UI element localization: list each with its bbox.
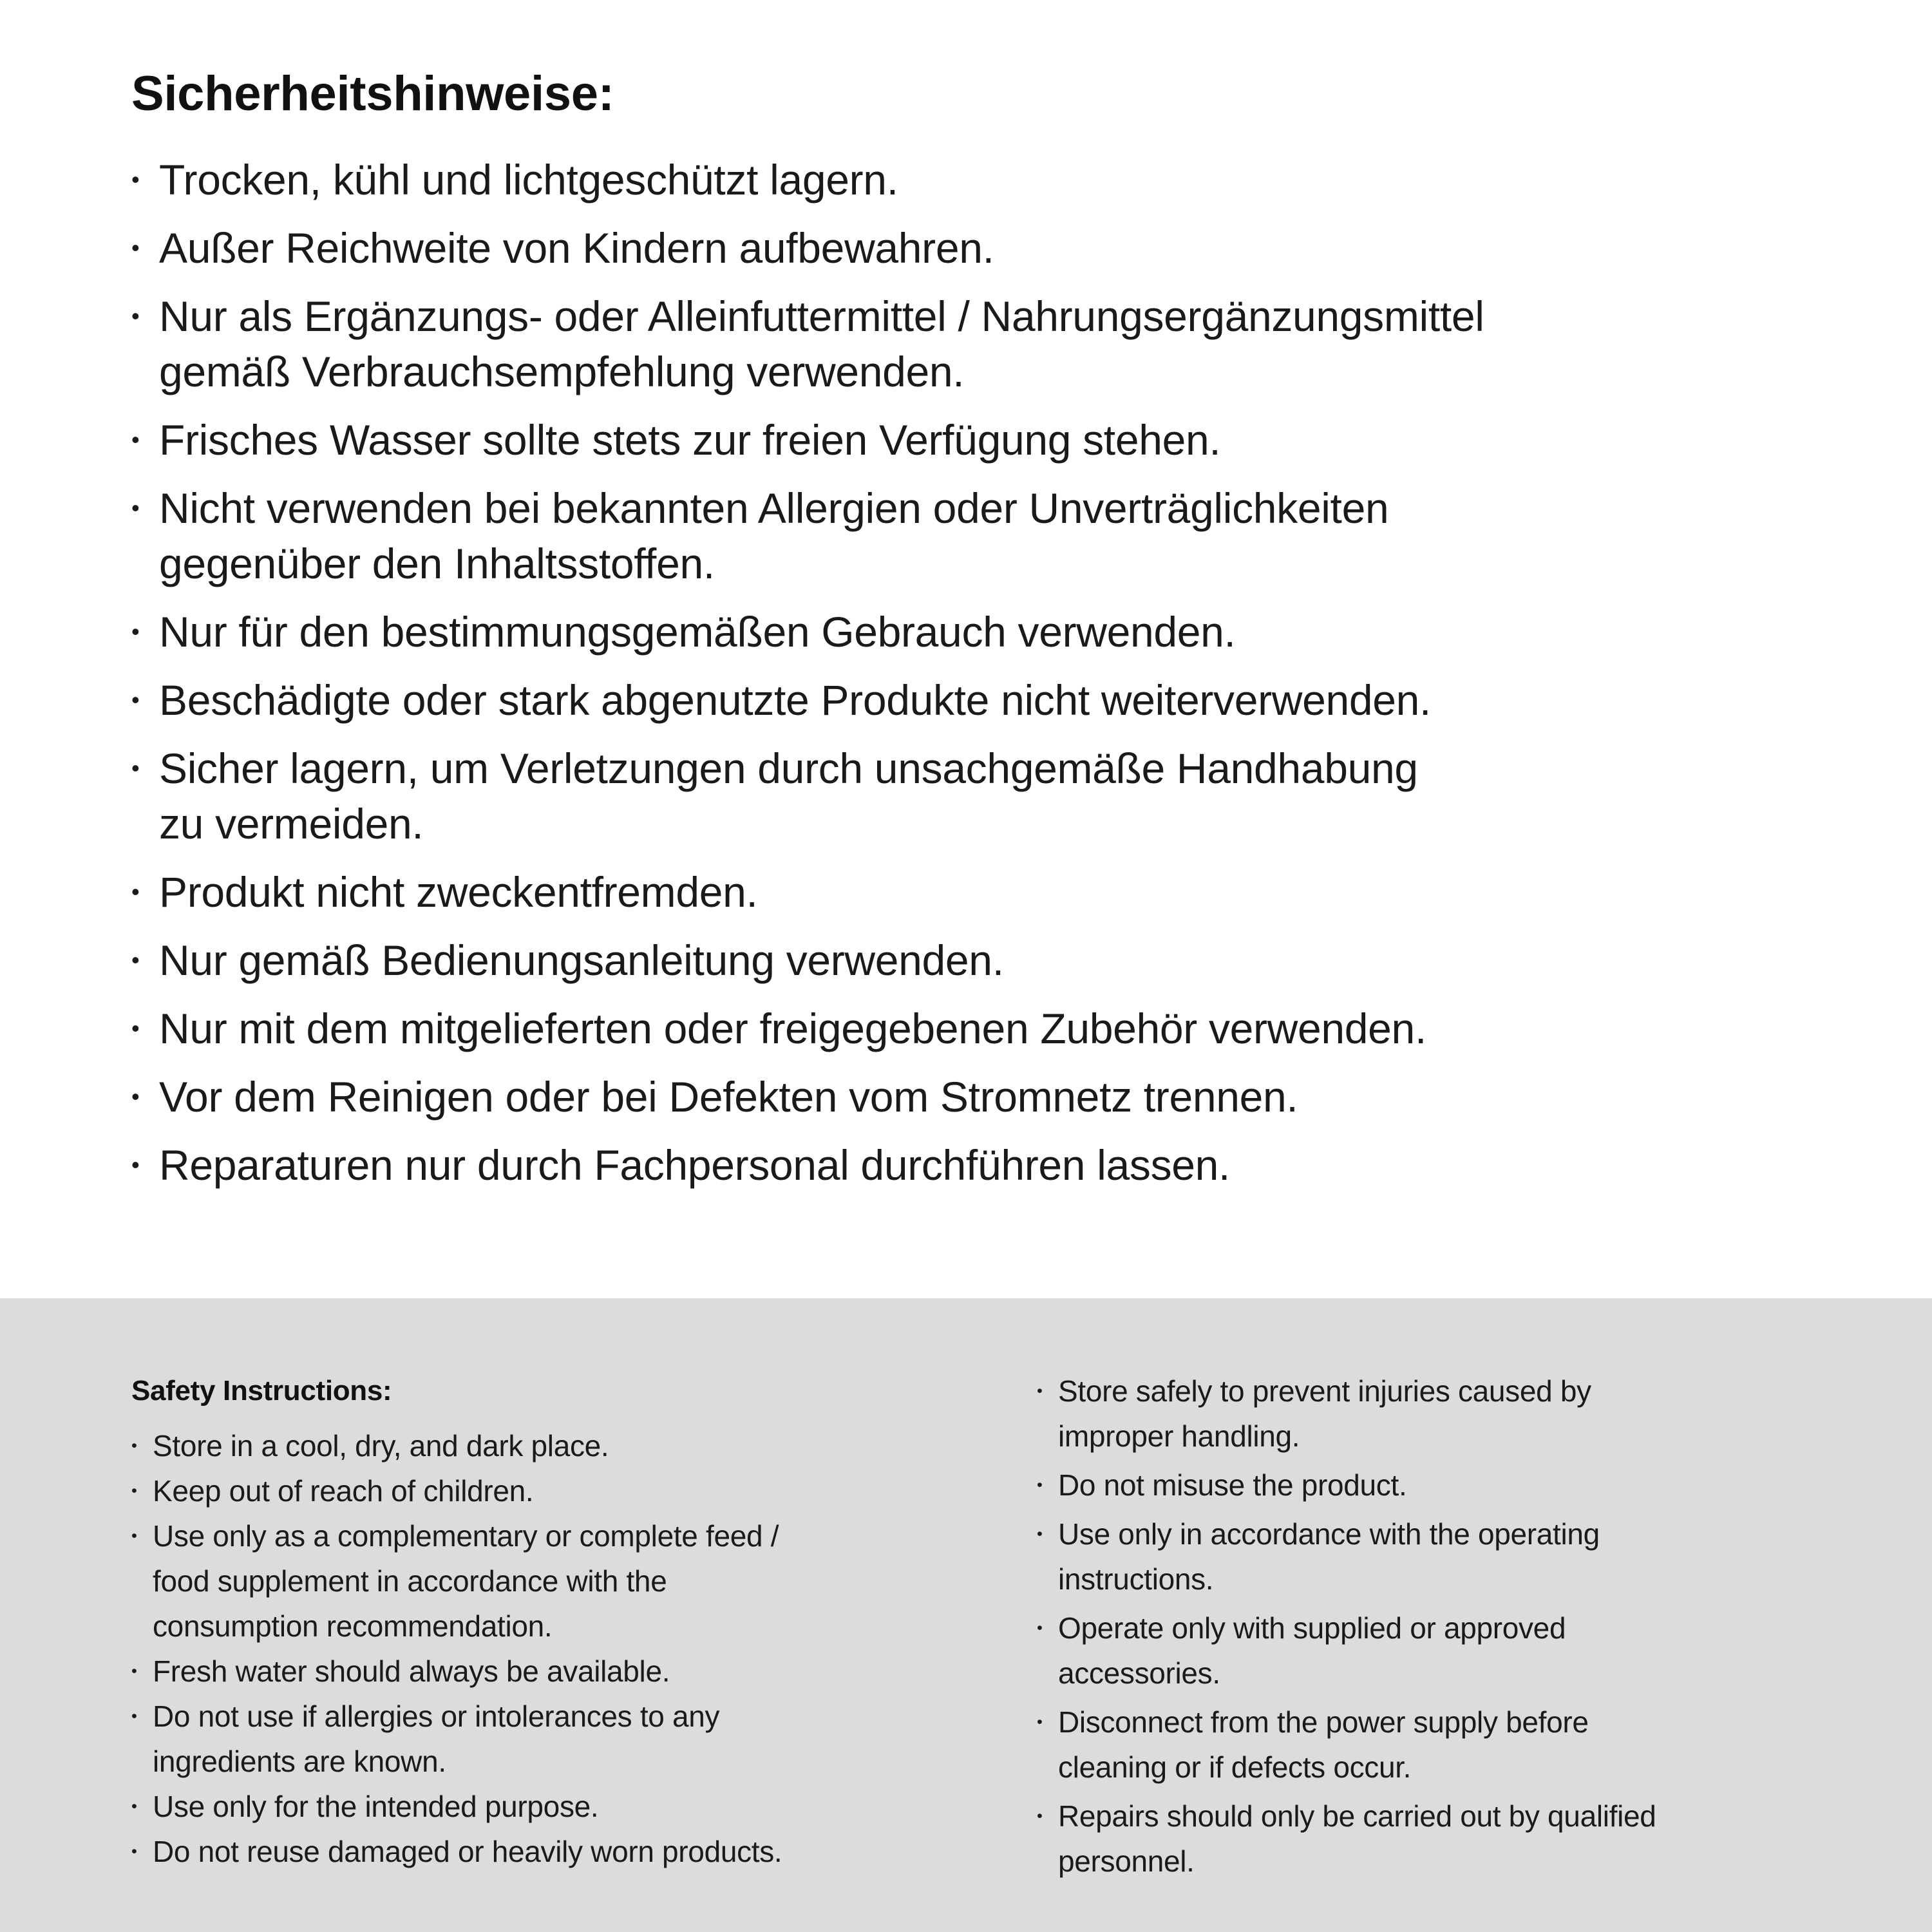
list-item-text: Trocken, kühl und lichtgeschützt lagern. (159, 156, 898, 204)
list-item (1037, 1368, 1880, 1459)
bullet-icon: • (131, 495, 140, 521)
list-item (1037, 1511, 1880, 1602)
bullet-icon: • (131, 1151, 140, 1178)
bullet-icon: • (131, 1437, 137, 1455)
list-item (131, 1001, 1868, 1056)
list-item (131, 1649, 1037, 1694)
bullet-icon: • (1037, 1476, 1043, 1494)
list-item (131, 672, 1868, 728)
list-item-text: Use only in accordance with the operating instructions. (1058, 1517, 1600, 1596)
list-item-text: Nur mit dem mitgelieferten oder freigegebenen Zubehör verwenden. (159, 1005, 1426, 1052)
list-item (131, 864, 1868, 920)
list-item (1037, 1605, 1880, 1696)
bullet-icon: • (1037, 1382, 1043, 1400)
list-item (131, 1694, 1037, 1784)
list-item-text: Nur für den bestimmungsgemäßen Gebrauch verwenden. (159, 608, 1236, 656)
list-item-text: Repairs should only be carried out by qualified personnel. (1058, 1799, 1656, 1878)
list-item (131, 480, 1868, 591)
list-item-text: Nur gemäß Bedienungsanleitung verwenden. (159, 936, 1004, 984)
bullet-icon: • (131, 1083, 140, 1110)
list-item-text: Vor dem Reinigen oder bei Defekten vom Stromnetz trennen. (159, 1073, 1298, 1121)
bullet-icon: • (1037, 1619, 1043, 1637)
english-right-column (1037, 1368, 1880, 1888)
list-item-text: Sicher lagern, um Verletzungen durch unsachgemäße Handhabung zu vermeiden. (159, 744, 1418, 848)
bullet-icon: • (131, 166, 140, 193)
bullet-icon: • (131, 947, 140, 973)
list-item (131, 604, 1868, 659)
english-instructions-list-left (131, 1423, 1037, 1874)
list-item-text: Außer Reichweite von Kindern aufbewahren. (159, 224, 994, 272)
english-section-title: Safety Instructions: (131, 1375, 392, 1406)
list-item-text: Beschädigte oder stark abgenutzte Produkte nicht weiterverwenden. (159, 676, 1432, 724)
list-item (1037, 1463, 1880, 1508)
list-item (131, 1137, 1868, 1193)
bullet-icon: • (131, 755, 140, 781)
list-item (131, 1468, 1037, 1513)
bullet-icon: • (131, 1842, 137, 1861)
list-item-text: Nicht verwenden bei bekannten Allergien oder Unverträglichkeiten gegenüber den Inhaltsstoffen. (159, 484, 1389, 587)
list-item-text: Produkt nicht zweckentfremden. (159, 868, 758, 916)
list-item-text: Store in a cool, dry, and dark place. (153, 1429, 609, 1463)
bullet-icon: • (131, 878, 140, 905)
bullet-icon: • (131, 1527, 137, 1545)
german-section-title: Sicherheitshinweise: (131, 66, 614, 121)
bullet-icon: • (131, 234, 140, 261)
list-item-text: Nur als Ergänzungs- oder Alleinfuttermittel / Nahrungsergänzungsmittel gemäß Verbrauchsempfehlung verwenden. (159, 292, 1484, 395)
list-item (131, 1784, 1037, 1829)
list-item (131, 1829, 1037, 1874)
german-instructions-list (131, 152, 1868, 1193)
list-item (131, 1069, 1868, 1124)
list-item-text: Keep out of reach of children. (153, 1474, 534, 1508)
list-item (131, 1423, 1037, 1468)
english-instructions-list-right (1037, 1368, 1880, 1884)
list-item-text: Frisches Wasser sollte stets zur freien Verfügung stehen. (159, 416, 1221, 464)
bullet-icon: • (131, 1482, 137, 1500)
list-item (131, 220, 1868, 276)
bullet-icon: • (131, 687, 140, 713)
list-item (131, 741, 1868, 851)
list-item (131, 1513, 1037, 1649)
bullet-icon: • (1037, 1807, 1043, 1825)
english-left-column (131, 1375, 1037, 1888)
bullet-icon: • (131, 426, 140, 453)
list-item-text: Use only for the intended purpose. (153, 1790, 599, 1823)
list-item-text: Operate only with supplied or approved accessories. (1058, 1611, 1566, 1690)
list-item (1037, 1794, 1880, 1884)
bullet-icon: • (131, 618, 140, 645)
bullet-icon: • (131, 1797, 137, 1815)
list-item-text: Store safely to prevent injuries caused by improper handling. (1058, 1374, 1591, 1453)
list-item (131, 289, 1868, 399)
bullet-icon: • (1037, 1713, 1043, 1731)
list-item-text: Reparaturen nur durch Fachpersonal durchführen lassen. (159, 1141, 1231, 1189)
list-item (131, 152, 1868, 207)
bullet-icon: • (131, 1662, 137, 1680)
list-item-text: Disconnect from the power supply before cleaning or if defects occur. (1058, 1705, 1589, 1784)
bullet-icon: • (131, 303, 140, 329)
english-columns (131, 1375, 1880, 1888)
list-item (131, 412, 1868, 468)
bullet-icon: • (1037, 1525, 1043, 1543)
bullet-icon: • (131, 1707, 137, 1725)
list-item-text: Use only as a complementary or complete feed / food supplement in accordance with the consumption recommendation. (153, 1519, 779, 1643)
list-item-text: Fresh water should always be available. (153, 1654, 670, 1688)
list-item-text: Do not use if allergies or intolerances to any ingredients are known. (153, 1700, 720, 1778)
list-item (131, 933, 1868, 988)
list-item-text: Do not reuse damaged or heavily worn products. (153, 1835, 782, 1868)
english-instructions-section (0, 1298, 1932, 1932)
list-item-text: Do not misuse the product. (1058, 1468, 1407, 1502)
bullet-icon: • (131, 1015, 140, 1041)
list-item (1037, 1700, 1880, 1790)
